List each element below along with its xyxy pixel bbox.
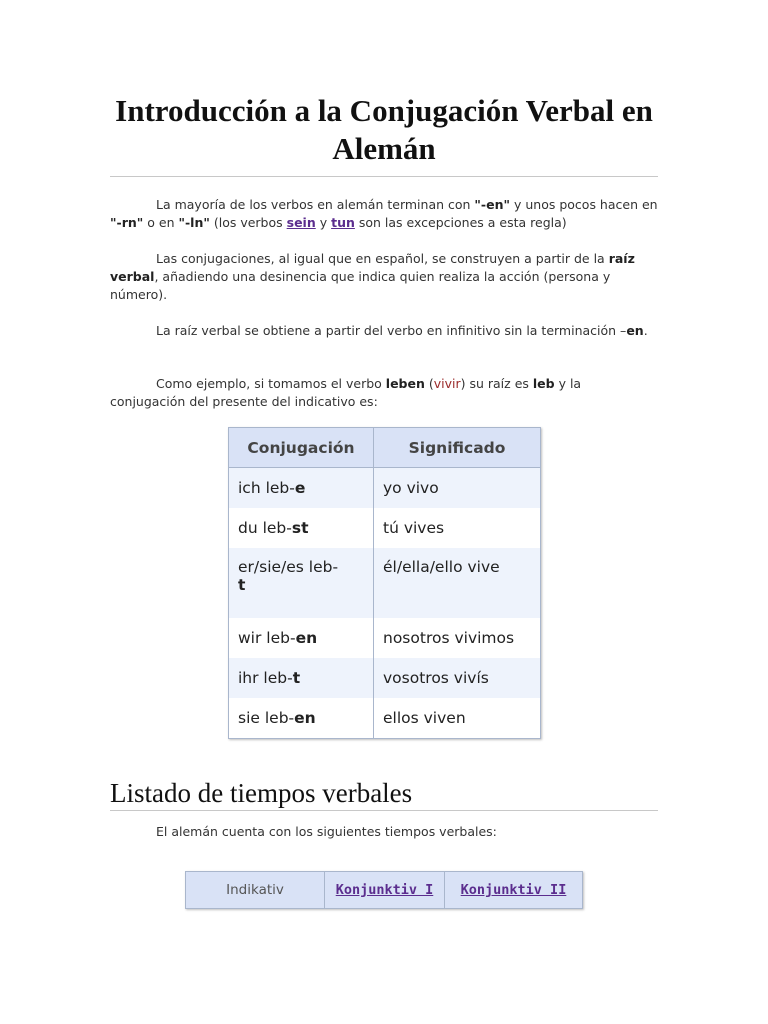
text-span: El alemán cuenta con los siguientes tiempos verbales: <box>156 824 497 839</box>
mode-cell <box>445 872 583 909</box>
conjugation-cell <box>229 618 374 658</box>
meaning-cell: ellos viven <box>374 698 541 739</box>
section-divider <box>110 810 658 811</box>
text-span: La raíz verbal se obtiene a partir del verbo en infinitivo sin la terminación – <box>156 323 627 338</box>
intro-paragraph-3 <box>110 322 660 340</box>
text-span: , añadiendo una desinencia que indica quien realiza la acción (persona y número). <box>110 269 611 302</box>
table-row <box>229 618 541 658</box>
table-row <box>229 468 541 509</box>
verb-ending: en <box>294 709 316 727</box>
verb-stem: ihr leb- <box>238 669 293 687</box>
conjugation-cell <box>229 698 374 739</box>
meaning-cell: él/ella/ello vive <box>374 548 541 618</box>
text-span: y la conjugación del presente del indicativo es: <box>110 376 582 409</box>
verb-stem: er/sie/es leb- <box>238 558 339 576</box>
text-span: y <box>315 215 332 230</box>
text-span: Las conjugaciones, al igual que en español, se construyen a partir de la <box>156 251 609 266</box>
text-span: (los verbos <box>209 215 287 230</box>
modes-row <box>186 872 583 909</box>
meaning-cell: tú vives <box>374 508 541 548</box>
table-row <box>229 698 541 739</box>
meaning-cell: vosotros vivís <box>374 658 541 698</box>
intro-paragraph-2 <box>110 250 660 304</box>
text-span: son las excepciones a esta regla) <box>354 215 567 230</box>
conjugation-cell <box>229 508 374 548</box>
link-tun[interactable]: tun <box>331 215 355 230</box>
intro-paragraph-4 <box>110 375 660 411</box>
conjugation-cell <box>229 468 374 509</box>
link-sein[interactable]: sein <box>286 215 316 230</box>
intro-paragraph-1 <box>110 196 660 232</box>
section-intro <box>110 823 660 841</box>
verb-ending: e <box>294 479 306 497</box>
text-span: o en <box>143 215 179 230</box>
verb-stem: du leb- <box>238 519 292 537</box>
meaning-cell: yo vivo <box>374 468 541 509</box>
ending-en: "-en" <box>474 197 511 212</box>
text-span: y unos pocos hacen en <box>510 197 658 212</box>
translation-vivir: vivir <box>433 376 461 391</box>
verb-stem: sie leb- <box>238 709 295 727</box>
bold-raiz-verbal: raíz verbal <box>110 251 635 284</box>
title-divider <box>110 176 658 177</box>
page-title: Introducción a la Conjugación Verbal en Alemán <box>115 93 653 166</box>
verb-stem: wir leb- <box>238 629 296 647</box>
text-span: ) su raíz es <box>460 376 533 391</box>
bold-leb: leb <box>532 376 555 391</box>
ending-rn: "-rn" <box>110 215 144 230</box>
meaning-cell: nosotros vivimos <box>374 618 541 658</box>
verb-stem: ich leb- <box>238 479 295 497</box>
table-row <box>229 658 541 698</box>
text-span: . <box>643 323 648 338</box>
text-span: Como ejemplo, si tomamos el verbo <box>156 376 386 391</box>
mode-cell <box>325 872 445 909</box>
text-span: La mayoría de los verbos en alemán terminan con <box>156 197 475 212</box>
bold-en: en <box>626 323 644 338</box>
bold-leben: leben <box>385 376 425 391</box>
ending-ln: "-ln" <box>178 215 210 230</box>
verb-ending: st <box>291 519 309 537</box>
table-row <box>229 508 541 548</box>
text-span: ( <box>424 376 434 391</box>
conjugation-table <box>228 427 541 739</box>
table-row <box>229 548 541 618</box>
link-konjunktiv-1[interactable]: Konjunktiv I <box>335 882 434 898</box>
header-conjugacion: Conjugación <box>229 428 374 468</box>
conjugation-cell <box>229 658 374 698</box>
section-heading: Listado de tiempos verbales <box>110 778 413 808</box>
verb-modes-table <box>185 871 583 909</box>
table-header-row <box>229 428 541 468</box>
mode-indikativ: Indikativ <box>186 872 325 909</box>
conjugation-cell <box>229 548 374 618</box>
verb-ending: t <box>292 669 301 687</box>
verb-ending: en <box>295 629 318 647</box>
link-konjunktiv-2[interactable]: Konjunktiv II <box>460 882 567 898</box>
verb-ending: t <box>238 576 246 594</box>
header-significado: Significado <box>374 428 541 468</box>
